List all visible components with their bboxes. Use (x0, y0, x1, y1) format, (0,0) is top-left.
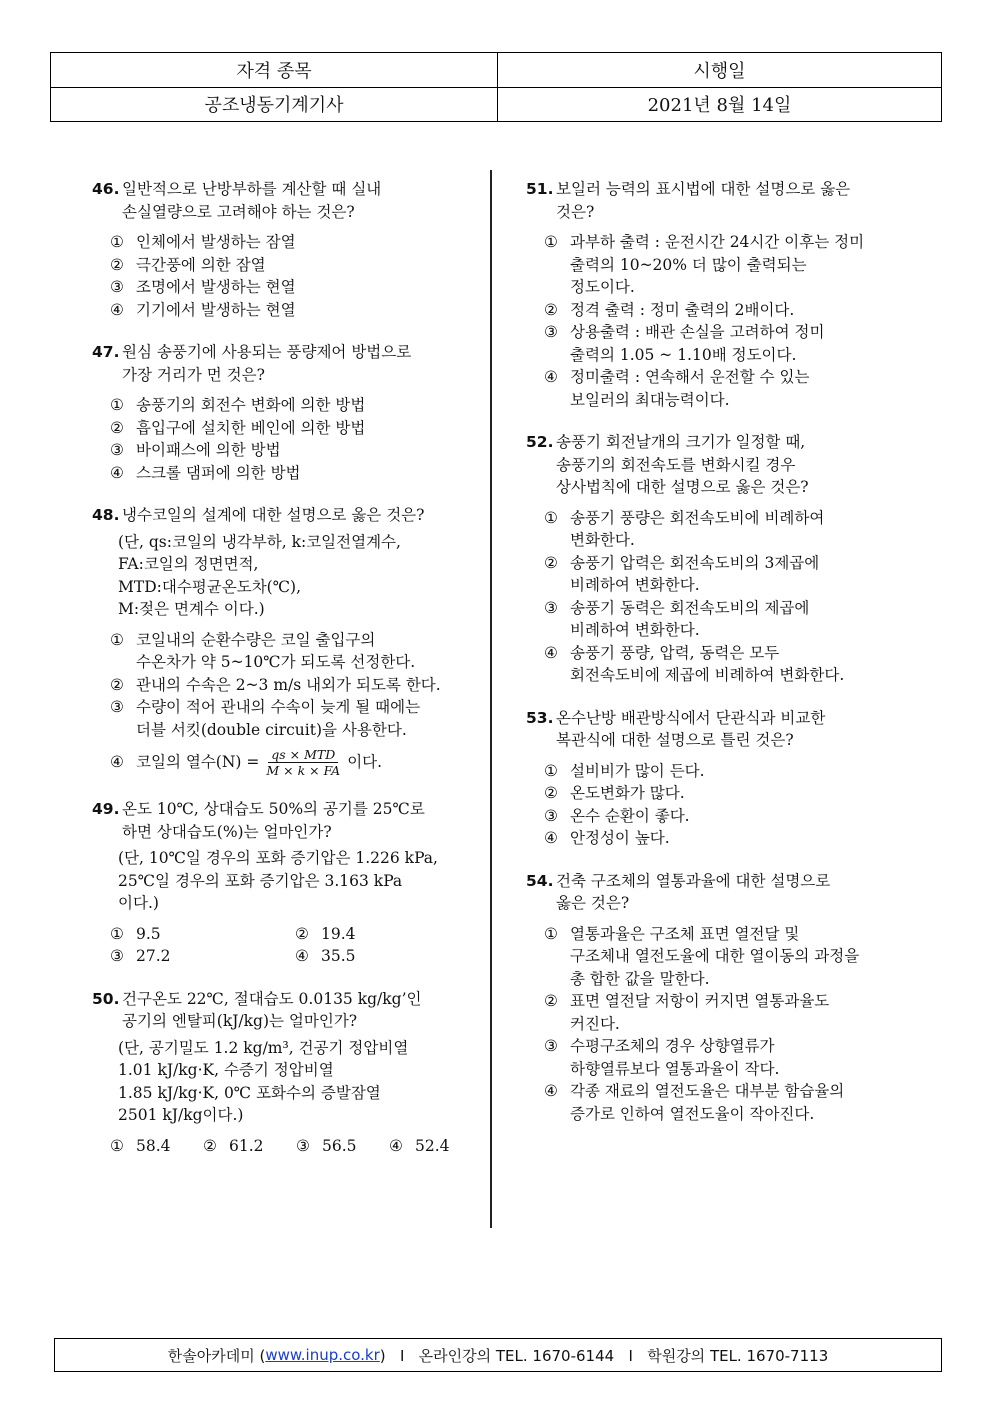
question-number: 47. (92, 343, 120, 361)
option[interactable]: ③ 송풍기 동력은 회전속도비의 제곱에 비례하여 변화한다. (544, 598, 810, 639)
question-text: 보일러 능력의 표시법에 대한 설명으로 옳은 것은? (556, 180, 851, 221)
option[interactable]: ④ 안정성이 높다. (544, 829, 670, 847)
question-number: 49. (92, 800, 120, 818)
footer-academy: 한솔아카데미 ( (167, 1346, 266, 1365)
option[interactable]: ② 표면 열전달 저항이 커지면 열통과율도 커진다. (544, 992, 830, 1033)
option[interactable]: ③ 수량이 적어 관내의 수속이 늦게 될 때에는 더블 서킷(double circuit)을 사용한다. (110, 698, 421, 739)
footer-contact: ) I 온라인강의 TEL. 1670-6144 I 학원강의 TEL. 1670-7113 (379, 1346, 829, 1365)
option[interactable]: ③ 상용출력 : 배관 손실을 고려하여 정미 출력의 1.05 ~ 1.10배 정도이다. (544, 323, 825, 364)
category-label: 자격 종목 (51, 53, 498, 87)
fraction-numerator: qs × MTD (268, 747, 338, 763)
option[interactable]: ② 관내의 수속은 2~3 m/s 내외가 되도록 한다. (110, 675, 441, 694)
question-54 (526, 870, 918, 1126)
option[interactable]: ④ 송풍기 풍량, 압력, 동력은 모두 회전속도비에 제곱에 비례하여 변화한다. (544, 643, 845, 684)
question-number: 50. (92, 989, 120, 1008)
option[interactable]: ④ 기기에서 발생하는 현열 (110, 300, 296, 319)
option[interactable]: ③ 조명에서 발생하는 현열 (110, 278, 296, 296)
footer-website-link[interactable]: www.inup.co.kr (265, 1346, 380, 1364)
header-row-labels (51, 53, 941, 88)
option[interactable]: ① 송풍기 풍량은 회전속도비에 비례하여 변화한다. (544, 508, 825, 549)
option[interactable]: ① 열통과율은 구조체 표면 열전달 및 구조체내 열전도율에 대한 열이동의 과정을 총 합한 값을 말한다. (544, 924, 860, 988)
question-47 (92, 341, 484, 484)
question-condition: (단, 공기밀도 1.2 kg/m³, 건공기 정압비열 1.01 kJ/kg·K, 수증기 정압비열 1.85 kJ/kg·K, 0℃ 포화수의 증발잠열 2501 kJ/kg이다.) (118, 1038, 409, 1124)
date-label: 시행일 (693, 61, 746, 82)
option[interactable]: ③ 56.5 (296, 1136, 357, 1155)
option[interactable]: ① 58.4 (110, 1136, 171, 1155)
formula-prefix: 코일의 열수(N) = (136, 753, 260, 772)
question-46 (92, 178, 484, 321)
column-divider (490, 170, 492, 1228)
question-text: 건구온도 22℃, 절대습도 0.0135 kg/kg’인 공기의 엔탈피(kJ/kg)는 얼마인가? (122, 989, 422, 1030)
option[interactable]: ② 흡입구에 설치한 베인에 의한 방법 (110, 418, 366, 437)
exam-category: 공조냉동기계기사 (51, 87, 498, 121)
question-48 (92, 504, 484, 778)
question-number: 48. (92, 506, 120, 524)
question-condition: (단, qs:코일의 냉각부하, k:코일전열계수, FA:코일의 정면면적, MTD:대수평균온도차(℃), M:젖은 면계수 이다.) (118, 532, 401, 618)
question-49 (92, 798, 484, 968)
question-52 (526, 431, 918, 687)
header-table (50, 52, 942, 122)
left-column (92, 178, 484, 1177)
option[interactable]: ④ 52.4 (389, 1136, 450, 1155)
option[interactable]: ① 9.5 (110, 924, 161, 943)
question-condition: (단, 10℃일 경우의 포화 증기압은 1.226 kPa, 25℃일 경우의 포화 증기압은 3.163 kPa 이다.) (118, 849, 438, 912)
option[interactable]: ③ 바이패스에 의한 방법 (110, 441, 281, 459)
option[interactable]: ① 송풍기의 회전수 변화에 의한 방법 (110, 396, 366, 414)
question-number: 46. (92, 180, 120, 198)
option[interactable]: ① 설비비가 많이 든다. (544, 761, 705, 780)
formula-suffix: 이다. (347, 753, 383, 772)
option[interactable]: ② 61.2 (203, 1136, 264, 1155)
question-53 (526, 707, 918, 850)
option[interactable]: ④ 코일의 열수(N) = $\frac{\text{qs × MTD}}{M \times k \times FA}$ 이다. (110, 747, 383, 778)
option[interactable]: ② 송풍기 압력은 회전속도비의 3제곱에 비례하여 변화한다. (544, 553, 820, 594)
question-text: 냉수코일의 설계에 대한 설명으로 옳은 것은? (122, 506, 425, 524)
question-number: 54. (526, 871, 554, 890)
formula-fraction (263, 747, 343, 778)
question-text: 송풍기 회전날개의 크기가 일정할 때, 송풍기의 회전속도를 변화시킬 경우 상사법칙에 대한 설명으로 옳은 것은? (556, 433, 809, 496)
question-50 (92, 988, 484, 1158)
option[interactable]: ④ 스크롤 댐퍼에 의한 방법 (110, 463, 301, 482)
option[interactable]: ④ 35.5 (295, 947, 356, 965)
option[interactable]: ③ 온수 순환이 좋다. (544, 806, 690, 825)
question-number: 53. (526, 708, 554, 727)
options-row (92, 1135, 484, 1158)
option[interactable]: ② 정격 출력 : 정미 출력의 2배이다. (544, 300, 795, 319)
question-text: 일반적으로 난방부하를 계산할 때 실내 손실열량으로 고려해야 하는 것은? (122, 180, 382, 221)
right-column (526, 178, 918, 1145)
option[interactable]: ④ 각종 재료의 열전도율은 대부분 함습율의 증가로 인하여 열전도율이 작아진다. (544, 1082, 845, 1123)
question-text: 온도 10℃, 상대습도 50%의 공기를 25℃로 하면 상대습도(%)는 얼마인가? (122, 800, 425, 841)
option[interactable]: ① 인체에서 발생하는 잠열 (110, 233, 296, 251)
exam-date: 2021년 8월 14일 (647, 95, 792, 116)
option[interactable]: ② 19.4 (295, 924, 356, 943)
option[interactable]: ③ 27.2 (110, 947, 171, 965)
option[interactable]: ④ 정미출력 : 연속해서 운전할 수 있는 보일러의 최대능력이다. (544, 368, 810, 409)
option[interactable]: ③ 수평구조체의 경우 상향열류가 하향열류보다 열통과율이 작다. (544, 1037, 780, 1078)
question-text: 온수난방 배관방식에서 단관식과 비교한 복관식에 대한 설명으로 틀린 것은? (556, 708, 826, 749)
question-number: 52. (526, 433, 554, 451)
option[interactable]: ① 코일내의 순환수량은 코일 출입구의 수온차가 약 5~10℃가 되도록 선정한다. (110, 630, 416, 671)
header-row-values (51, 87, 941, 121)
question-number: 51. (526, 180, 554, 198)
footer-bar (54, 1338, 942, 1372)
question-text: 원심 송풍기에 사용되는 풍량제어 방법으로 가장 거리가 먼 것은? (122, 343, 412, 384)
question-text: 건축 구조체의 열통과율에 대한 설명으로 옳은 것은? (556, 871, 831, 912)
question-51 (526, 178, 918, 411)
options-grid (92, 923, 484, 968)
fraction-denominator: M × k × FA (266, 763, 341, 778)
option[interactable]: ② 온도변화가 많다. (544, 784, 685, 802)
option[interactable]: ① 과부하 출력 : 운전시간 24시간 이후는 정미 출력의 10~20% 더 많이 출력되는 정도이다. (544, 233, 865, 296)
option[interactable]: ② 극간풍에 의한 잠열 (110, 255, 266, 274)
